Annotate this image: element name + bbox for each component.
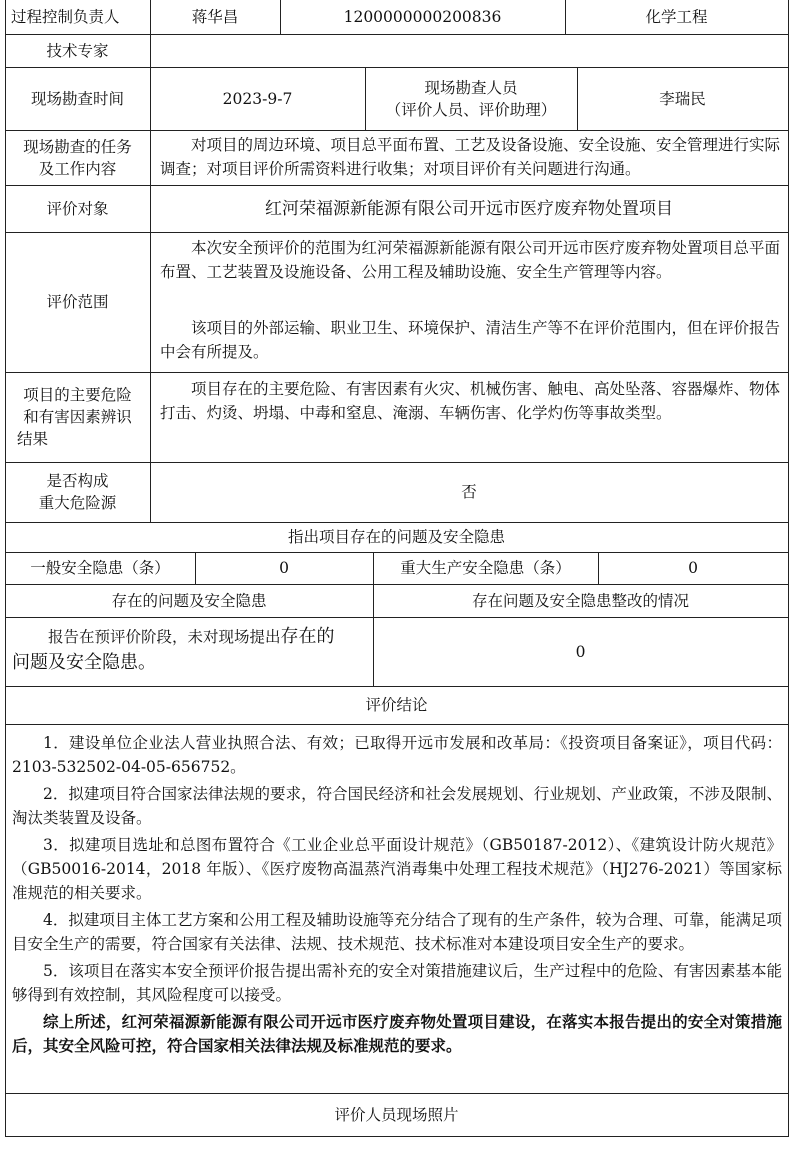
scope-paragraph-2: 该项目的外部运输、职业卫生、环境保护、清洁生产等不在评价范围内，但在评价报告中会有所提及。 (160, 319, 781, 361)
conclusion-item-4: 4．拟建项目主体工艺方案和公用工程及辅助设施等充分结合了现有的生产条件，较为合理、可靠，能满足项目安全生产的需要，符合国家有关法律、法规、技术规范、技术标准对本建设项目安全生产的要求。 (12, 911, 782, 953)
conclusion-summary: 综上所述，红河荣福源新能源有限公司开远市医疗废弃物处置项目建设，在落实本报告提出的安全对策措施后，其安全风险可控，符合国家相关法律法规及标准规范的要求。 (12, 1012, 782, 1055)
task-content: 对项目的周边环境、项目总平面布置、工艺及设备设施、安全设施、安全管理进行实际调查；对项目评价所需资料进行收集；对项目评价有关问题进行沟通。 (160, 136, 781, 178)
responsible-name: 蒋华昌 (191, 8, 239, 26)
survey-time-label: 现场勘查时间 (30, 89, 124, 108)
issues-header: 指出项目存在的问题及安全隐患 (287, 528, 505, 546)
hazards-label-line2: 和有害因素辨识 (23, 408, 132, 426)
general-hazard-value: 0 (279, 559, 289, 577)
major-hazard-value: 否 (461, 483, 477, 501)
issues-col1-text-c: 问题及安全隐患。 (12, 652, 156, 673)
issues-col1-text-a: 报告在预评价阶段，未对现场提出 (48, 628, 281, 646)
major-hazard-label-line2: 重大危险源 (38, 494, 117, 512)
issues-col2-header: 存在问题及安全隐患整改的情况 (471, 591, 689, 610)
task-label-line2: 及工作内容 (38, 159, 117, 178)
responsible-label: 过程控制负责人 (11, 8, 120, 26)
responsible-id: 1200000000200836 (343, 8, 502, 26)
scope-label: 评价范围 (46, 293, 109, 311)
major-hazard-count-value: 0 (688, 559, 698, 577)
conclusion-item-5: 5．该项目在落实本安全预评价报告提出需补充的安全对策措施建议后，生产过程中的危险、有害因素基本能够得到有效控制，其风险程度可以接受。 (12, 962, 782, 1004)
conclusion-item-2: 2．拟建项目符合国家法律法规的要求，符合国民经济和社会发展规划、行业规划、产业政策，不涉及限制、淘汰类装置及设备。 (12, 785, 782, 827)
hazards-label-line3: 结果 (17, 430, 49, 448)
survey-time-value: 2023-9-7 (222, 89, 293, 108)
task-label-line1: 现场勘查的任务 (23, 137, 132, 156)
issues-col1-text-b: 存在的 (280, 626, 335, 647)
survey-staff-value: 李瑞民 (659, 89, 706, 108)
object-value: 红河荣福源新能源有限公司开远市医疗废弃物处置项目 (265, 198, 673, 219)
issues-col2-value: 0 (575, 642, 586, 661)
conclusion-body (12, 731, 782, 1058)
hazards-label (5, 372, 150, 462)
conclusion-item-3: 3．拟建项目选址和总图布置符合《工业企业总平面设计规范》（GB50187-2012）、《建筑设计防火规范》（GB50016-2014，2018 年版）、《医疗废物高温蒸汽消毒集中处理工程技术规范》（HJ276-2021）等国家标准规范的相关要求。 (12, 836, 782, 902)
major-hazard-label (5, 462, 150, 522)
tech-expert-value (150, 34, 788, 67)
major-hazard-label-line1: 是否构成 (46, 472, 109, 490)
conclusion-header: 评价结论 (365, 696, 428, 714)
scope-paragraph-1: 本次安全预评价的范围为红河荣福源新能源有限公司开远市医疗废弃物处置项目总平面布置、工艺装置及设施设备、公用工程及辅助设施、安全生产管理等内容。 (160, 239, 781, 281)
photos-header: 评价人员现场照片 (334, 1105, 459, 1124)
task-label (5, 130, 150, 185)
survey-staff-label (365, 67, 577, 130)
hazards-content: 项目存在的主要危险、有害因素有火灾、机械伤害、触电、高处坠落、容器爆炸、物体打击、灼烫、坍塌、中毒和窒息、淹溺、车辆伤害、化学灼伤等事故类型。 (160, 380, 781, 422)
major-hazard-count-label: 重大生产安全隐患（条） (400, 559, 571, 577)
survey-staff-label-line2: （评价人员、评价助理） (385, 100, 557, 119)
object-label: 评价对象 (46, 199, 109, 218)
survey-staff-label-line1: 现场勘查人员 (424, 78, 518, 97)
general-hazard-label: 一般安全隐患（条） (30, 559, 170, 577)
conclusion-item-1: 1．建设单位企业法人营业执照合法、有效；已取得开远市发展和改革局：《投资项目备案证》，项目代码：2103-532502-04-05-656752。 (12, 734, 782, 776)
hazards-label-line1: 项目的主要危险 (23, 386, 132, 404)
issues-col1-header: 存在的问题及安全隐患 (111, 591, 267, 610)
issues-col1-text (12, 624, 370, 676)
responsible-major: 化学工程 (645, 8, 708, 26)
tech-expert-label: 技术专家 (46, 41, 109, 60)
